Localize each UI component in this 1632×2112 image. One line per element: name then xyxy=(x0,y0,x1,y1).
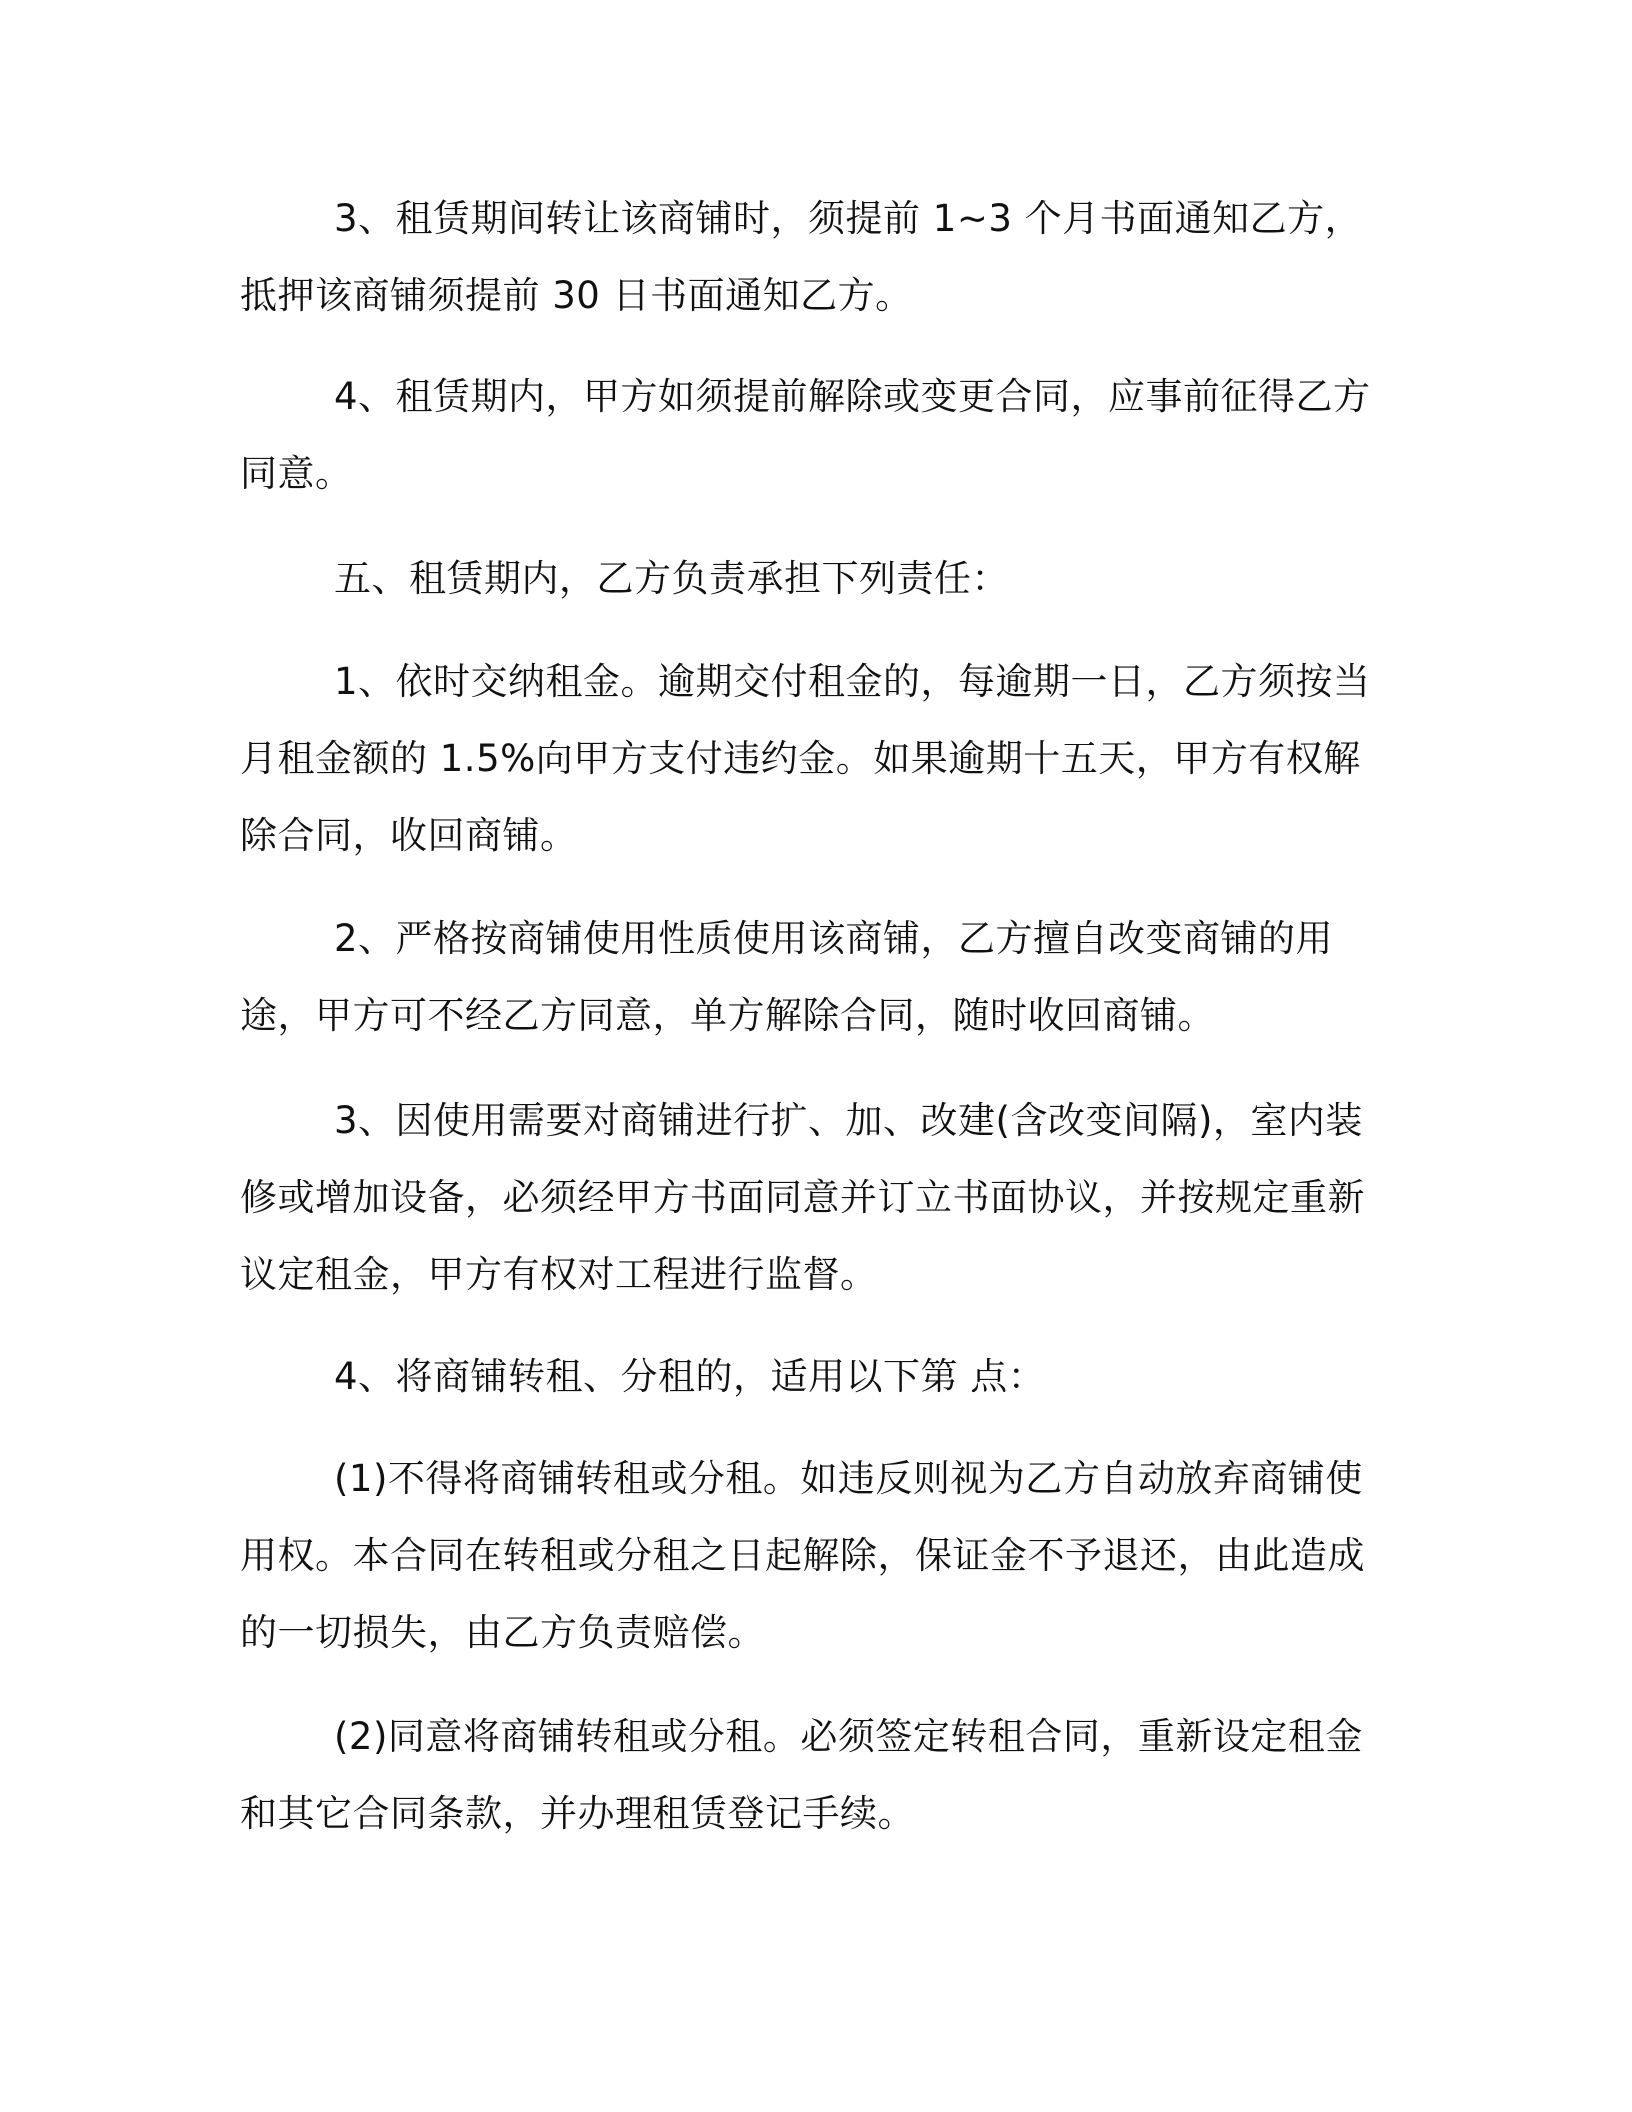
paragraph-clause-3-transfer: 3、租赁期间转让该商铺时，须提前 1~3 个月书面通知乙方，抵押该商铺须提前 30 日书面通知乙方。 xyxy=(240,197,1363,317)
paragraph-clause-4-termination: 4、租赁期内，甲方如须提前解除或变更合同，应事前征得乙方同意。 xyxy=(240,375,1371,495)
paragraph-clause-2-usage: 2、严格按商铺使用性质使用该商铺，乙方擅自改变商铺的用途，甲方可不经乙方同意，单方解除合同，随时收回商铺。 xyxy=(240,917,1334,1037)
paragraph-clause-1-rent: 1、依时交纳租金。逾期交付租金的，每逾期一日，乙方须按当月租金额的 1.5%向甲方支付违约金。如果逾期十五天，甲方有权解除合同，收回商铺。 xyxy=(240,660,1371,857)
paragraph-sublease-option-2: (2)同意将商铺转租或分租。必须签定转租合同，重新设定租金和其它合同条款，并办理租赁登记手续。 xyxy=(240,1715,1363,1835)
paragraph-sublease-option-1: (1)不得将商铺转租或分租。如违反则视为乙方自动放弃商铺使用权。本合同在转租或分租之日起解除，保证金不予退还，由此造成的一切损失，由乙方负责赔偿。 xyxy=(240,1457,1365,1654)
paragraph-clause-3-renovation: 3、因使用需要对商铺进行扩、加、改建(含改变间隔)，室内装修或增加设备，必须经甲方书面同意并订立书面协议，并按规定重新议定租金，甲方有权对工程进行监督。 xyxy=(240,1099,1365,1296)
paragraph-clause-4-sublease: 4、将商铺转租、分租的，适用以下第 点： xyxy=(334,1355,1046,1398)
section-heading-five: 五、租赁期内，乙方负责承担下列责任： xyxy=(334,557,1009,600)
